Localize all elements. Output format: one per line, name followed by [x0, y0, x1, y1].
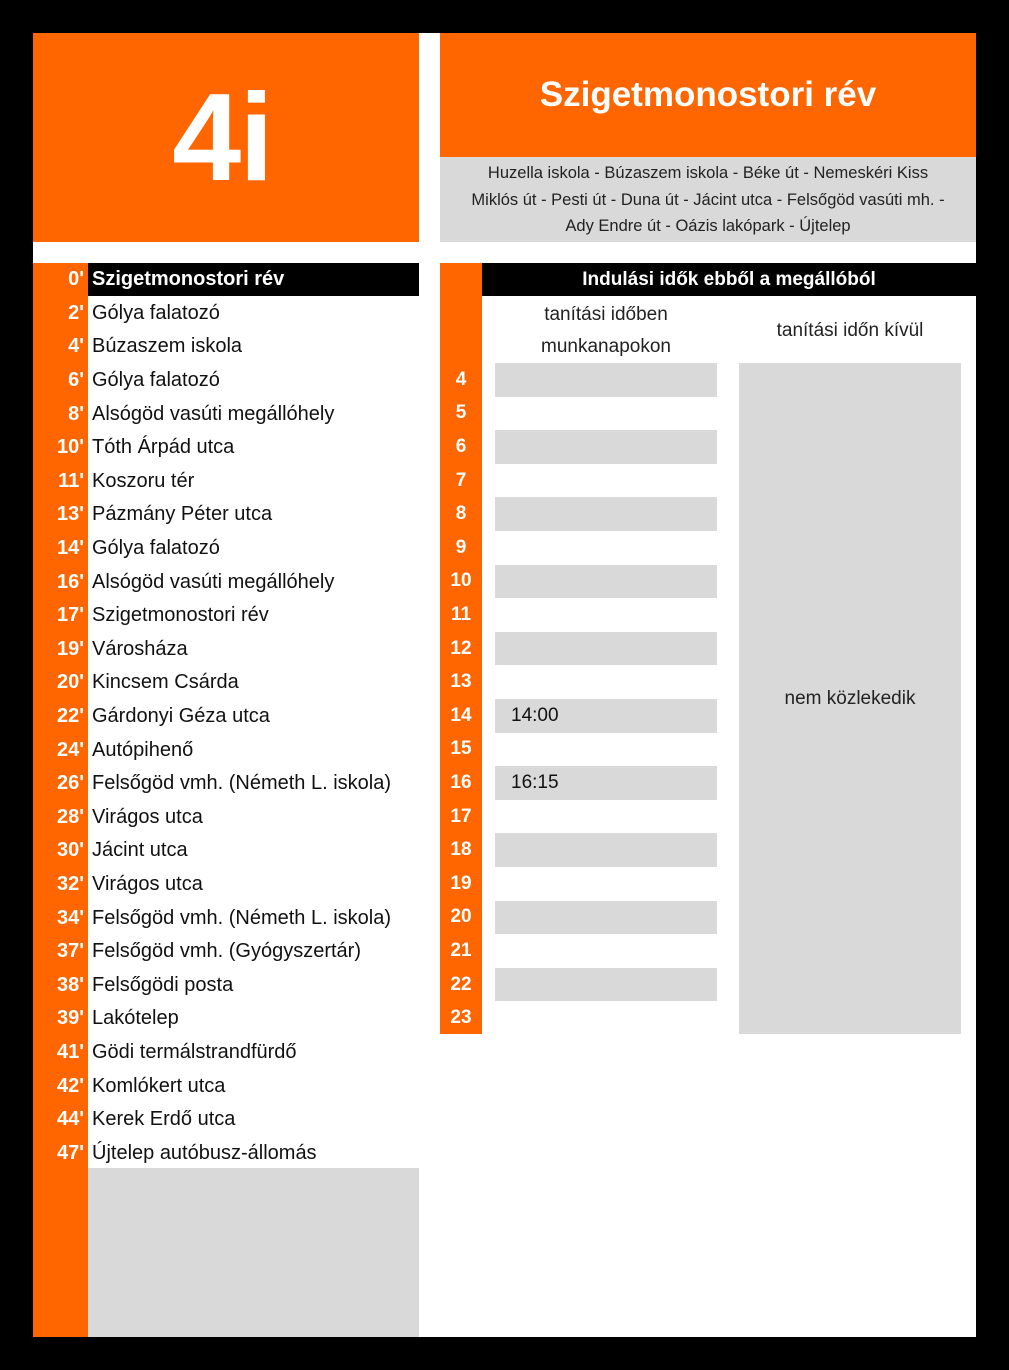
stop-minute: 13' [56, 503, 84, 526]
stop-name: Pázmány Péter utca [92, 503, 273, 526]
stop-minute: 10' [56, 436, 84, 459]
via-line: Ady Endre út - Oázis lakópark - Újtelep [565, 217, 851, 235]
stop-row [33, 330, 419, 364]
hour-label: 23 [450, 1007, 472, 1029]
stop-name: Felsőgöd vmh. (Gyógyszertár) [92, 940, 361, 963]
hour-label: 12 [450, 637, 472, 659]
stop-name: Jácint utca [92, 839, 188, 862]
via-stops [440, 157, 976, 242]
departure-cell [495, 968, 717, 1002]
stop-row [33, 901, 419, 935]
school-days-header [495, 299, 717, 363]
departure-cell [495, 867, 717, 901]
hour-label: 19 [450, 872, 472, 894]
departure-cell [495, 497, 717, 531]
stop-row [33, 1137, 419, 1171]
stop-row [33, 532, 419, 566]
stop-minute: 11' [58, 469, 84, 492]
stop-name: Virágos utca [92, 805, 203, 828]
stop-name: Lakótelep [92, 1007, 179, 1030]
stop-name: Alsógöd vasúti megállóhely [92, 570, 335, 593]
stop-row [33, 868, 419, 902]
stop-minute: 42' [56, 1074, 84, 1097]
hour-label: 18 [450, 839, 472, 861]
stop-name: Virágos utca [92, 873, 203, 896]
departure-cell: 16:15 [495, 766, 717, 800]
stop-minute: 39' [56, 1007, 84, 1030]
departure-cell [495, 430, 717, 464]
stop-row [33, 1069, 419, 1103]
stop-row [33, 733, 419, 767]
hour-label: 8 [455, 503, 467, 525]
departure-cell [495, 397, 717, 431]
stop-name: Gárdonyi Géza utca [92, 705, 270, 728]
stop-row [33, 969, 419, 1003]
stop-minute: 14' [56, 537, 84, 560]
stop-name: Kincsem Csárda [92, 671, 239, 694]
stop-row [33, 1036, 419, 1070]
stop-row [33, 599, 419, 633]
departures-header-label: Indulási idők ebből a megállóból [582, 268, 876, 290]
hour-label: 7 [455, 469, 467, 491]
stop-list-filler [88, 1168, 419, 1337]
departure-cell [495, 733, 717, 767]
stop-name: Felsőgöd vmh. (Németh L. iskola) [92, 772, 392, 795]
departure-cell [495, 531, 717, 565]
stop-row [33, 1002, 419, 1036]
stop-row [33, 1103, 419, 1137]
departure-cell [495, 464, 717, 498]
via-line: Miklós út - Pesti út - Duna út - Jácint utca - Felsőgöd vasúti mh. - [471, 190, 945, 209]
hour-label: 4 [455, 368, 467, 390]
route-number: 4i [172, 68, 272, 207]
non-school-header-label: tanítási időn kívül [776, 320, 924, 341]
stop-name: Koszoru tér [92, 469, 195, 492]
non-school-block [739, 363, 961, 1034]
stop-name: Kerek Erdő utca [92, 1108, 236, 1131]
stop-row [33, 801, 419, 835]
stop-name: Újtelep autóbusz-állomás [92, 1141, 317, 1164]
stop-row [33, 935, 419, 969]
departure-cell [495, 665, 717, 699]
hour-label: 15 [450, 738, 472, 760]
stop-minute: 38' [56, 973, 84, 996]
stop-row [33, 767, 419, 801]
route-number-box [33, 33, 419, 242]
stop-minute: 44' [56, 1108, 84, 1131]
stop-row [33, 397, 419, 431]
hour-label: 9 [455, 536, 467, 558]
stop-row [33, 297, 419, 331]
stop-minute: 37' [56, 940, 84, 963]
stop-row [33, 498, 419, 532]
hour-label: 17 [450, 805, 472, 827]
stop-minute: 17' [56, 604, 84, 627]
school-days-header-line: tanítási időben [544, 304, 668, 325]
stop-name: Autópihenő [92, 738, 194, 761]
stop-row [33, 431, 419, 465]
hour-label: 22 [450, 973, 472, 995]
departure-cell [495, 800, 717, 834]
hour-label: 14 [450, 704, 472, 726]
stop-minute: 26' [56, 772, 84, 795]
stop-minute: 16' [56, 570, 84, 593]
stop-minute: 28' [56, 805, 84, 828]
non-school-note: nem közlekedik [784, 687, 916, 709]
stop-row [33, 666, 419, 700]
stop-name: Szigetmonostori rév [92, 604, 269, 627]
stop-row [33, 465, 419, 499]
stop-minute: 8' [68, 402, 84, 425]
hour-label: 21 [450, 939, 472, 961]
departure-cell [495, 901, 717, 935]
stop-minute: 32' [56, 873, 84, 896]
hour-label: 16 [450, 771, 472, 793]
stop-minute: 47' [56, 1141, 84, 1164]
destination-title: Szigetmonostori rév [539, 75, 877, 114]
hour-label: 20 [450, 906, 472, 928]
departure-cell [495, 363, 717, 397]
stop-row [33, 364, 419, 398]
stop-name: Búzaszem iskola [92, 335, 243, 358]
stop-name: Tóth Árpád utca [92, 436, 235, 459]
stop-minute: 22' [56, 705, 84, 728]
stop-row [33, 565, 419, 599]
stop-name: Felsőgödi posta [92, 973, 234, 996]
stop-minute: 0' [68, 268, 84, 291]
stop-row [33, 834, 419, 868]
stop-minute: 41' [56, 1041, 84, 1064]
stop-minute: 20' [56, 671, 84, 694]
stop-name: Alsógöd vasúti megállóhely [92, 402, 335, 425]
hour-label: 6 [455, 435, 467, 457]
non-school-header [739, 299, 961, 363]
stop-name: Városháza [92, 637, 188, 660]
hour-label: 5 [455, 402, 467, 424]
stop-minute: 30' [56, 839, 84, 862]
stop-minute: 19' [56, 637, 84, 660]
stop-name: Szigetmonostori rév [92, 268, 285, 291]
stop-row [33, 633, 419, 667]
departure-cell: 14:00 [495, 699, 717, 733]
stop-row [33, 263, 419, 297]
timetable-sheet [33, 33, 976, 1337]
departure-cell [495, 632, 717, 666]
destination-box [440, 33, 976, 157]
via-line: Huzella iskola - Búzaszem iskola - Béke út - Nemeskéri Kiss [487, 164, 929, 182]
stop-minute: 2' [68, 301, 84, 324]
stop-name: Komlókert utca [92, 1074, 226, 1097]
departure-cell [495, 1001, 717, 1035]
departure-cell [495, 934, 717, 968]
stop-name: Gödi termálstrandfürdő [92, 1041, 297, 1064]
stop-row [33, 700, 419, 734]
hour-label: 13 [450, 671, 472, 693]
school-days-header-line: munkanapokon [541, 336, 671, 357]
hour-label: 11 [450, 603, 472, 625]
stop-minute: 34' [56, 906, 84, 929]
departure-cell [495, 833, 717, 867]
stop-minute: 6' [68, 369, 84, 392]
stop-name: Gólya falatozó [92, 369, 220, 392]
departure-cell [495, 565, 717, 599]
stop-name: Gólya falatozó [92, 301, 220, 324]
departures-header [482, 263, 976, 296]
departure-cell [495, 598, 717, 632]
stop-minute: 24' [56, 738, 84, 761]
stop-minute: 4' [68, 335, 84, 358]
stop-name: Felsőgöd vmh. (Németh L. iskola) [92, 906, 392, 929]
stop-name: Gólya falatozó [92, 537, 220, 560]
hour-label: 10 [450, 570, 472, 592]
